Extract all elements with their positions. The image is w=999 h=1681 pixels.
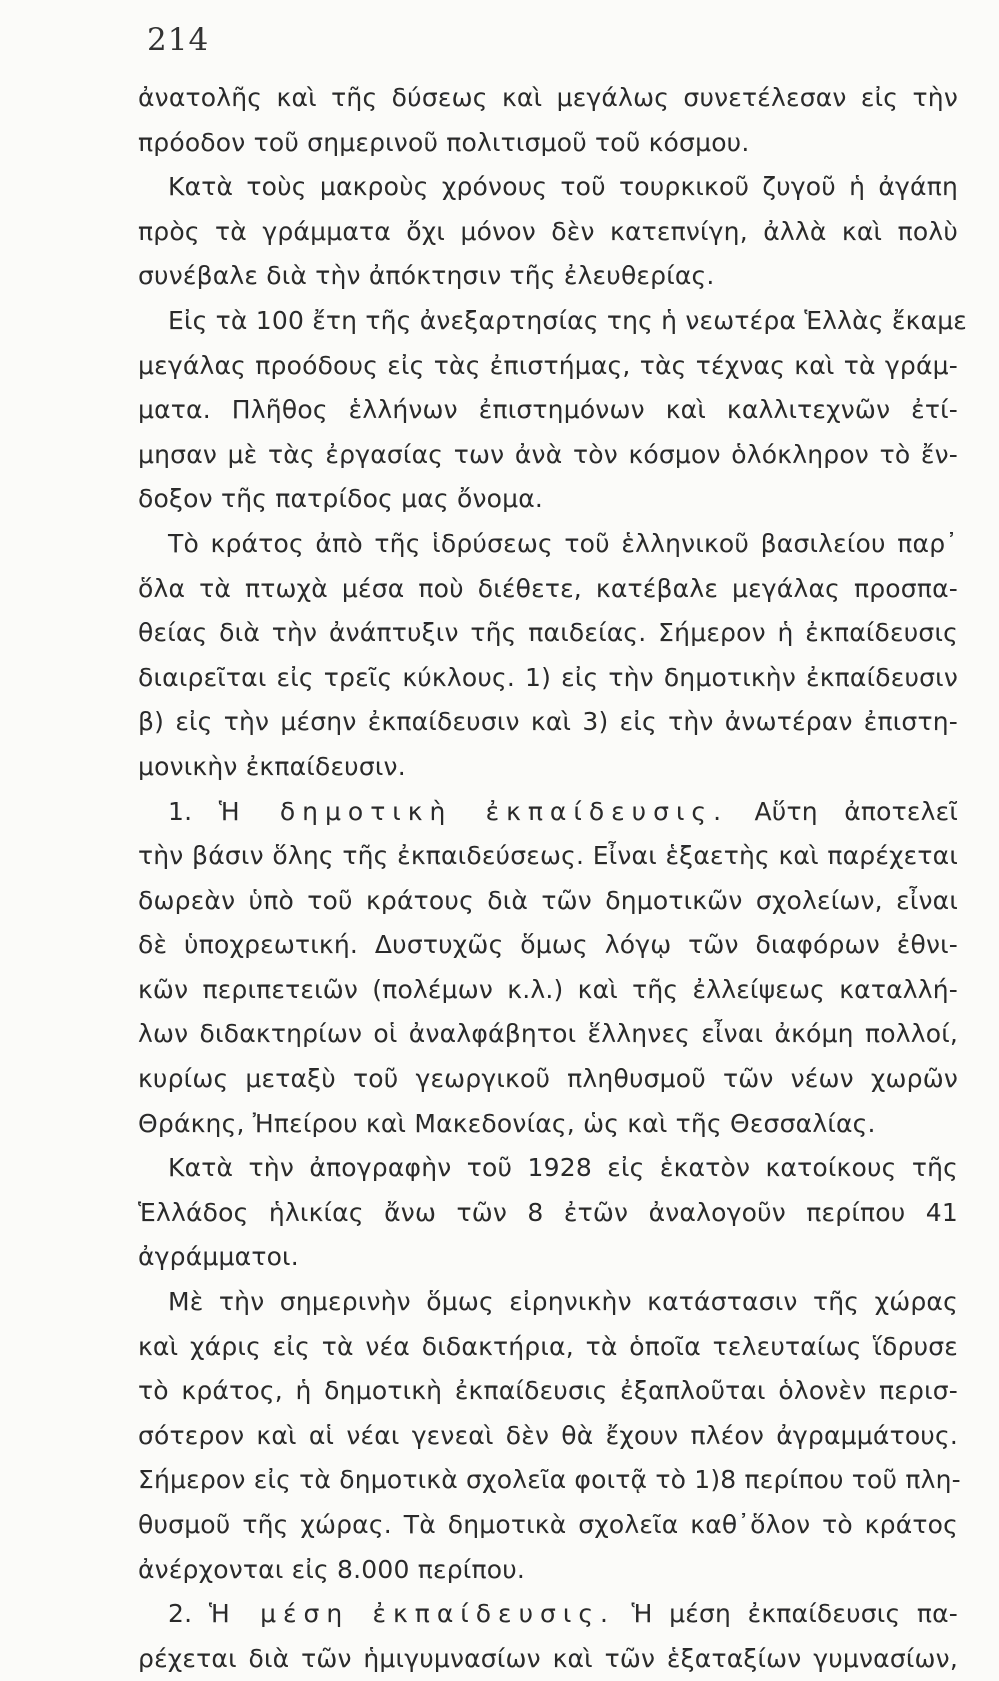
text-line: Μὲ τὴν σημερινὴν ὅμως εἰρηνικὴν κατάστασιν τῆς χώρας [168, 1287, 958, 1317]
text-line: δὲ ὑποχρεωτική. Δυστυχῶς ὅμως λόγῳ τῶν διαφόρων ἐθνι- [138, 930, 958, 960]
text-line: πρόοδον τοῦ σημερινοῦ πολιτισμοῦ τοῦ κόσμου. [138, 127, 750, 157]
section-heading-1 [138, 790, 958, 835]
text-line: τὸ κράτος, ἡ δημοτικὴ ἐκπαίδευσις ἐξαπλοῦται ὁλονὲν περισ- [138, 1376, 958, 1406]
text-line: Θράκης, Ἠπείρου καὶ Μακεδονίας, ὡς καὶ τῆς Θεσσαλίας. [138, 1108, 876, 1138]
text-line: θυσμοῦ τῆς χώρας. Τὰ δημοτικὰ σχολεῖα καθ᾽ὅλον τὸ κράτος [138, 1510, 958, 1539]
text-line: μησαν μὲ τὰς ἐργασίας των ἀνὰ τὸν κόσμον ὁλόκληρον τὸ ἔν- [138, 439, 958, 469]
body-text [138, 76, 968, 1681]
text-line: κυρίως μεταξὺ τοῦ γεωργικοῦ πληθυσμοῦ τῶν νέων χωρῶν [138, 1064, 958, 1094]
text-line: β) εἰς τὴν μέσην ἐκπαίδευσιν καὶ 3) εἰς τὴν ἀνωτέραν ἐπιστη- [138, 707, 958, 737]
text-line: σότερον καὶ αἱ νέαι γενεαὶ δὲν θὰ ἔχουν πλέον ἀγραμμάτους. [138, 1420, 958, 1450]
text-line: μεγάλας προόδους εἰς τὰς ἐπιστήμας, τὰς τέχνας καὶ τὰ γράμ- [138, 350, 958, 380]
section-text: Αὕτη ἀποτελεῖ [754, 796, 958, 826]
text-line: Εἰς τὰ 100 ἔτη τῆς ἀνεξαρτησίας της ἡ νεωτέρα Ἑλλὰς ἔκαμε [168, 305, 968, 335]
text-line: κῶν περιπετειῶν (πολέμων κ.λ.) καὶ τῆς ἐλλείψεως καταλλή- [138, 974, 958, 1004]
text-line: θείας διὰ τὴν ἀνάπτυξιν τῆς παιδείας. Σήμερον ἡ ἐκπαίδευσις [138, 618, 958, 648]
text-line: ἀνέρχονται εἰς 8.000 περίπου. [138, 1554, 526, 1584]
page-number: 214 [147, 22, 210, 58]
text-line: δωρεὰν ὑπὸ τοῦ κράτους διὰ τῶν δημοτικῶν σχολείων, εἶναι [138, 885, 958, 915]
text-line: λων διδακτηρίων οἱ ἀναλφάβητοι ἕλληνες εἶναι ἀκόμη πολλοί, [138, 1019, 958, 1049]
text-line: ὅλα τὰ πτωχὰ μέσα ποὺ διέθετε, κατέβαλε μεγάλας προσπα- [138, 573, 958, 603]
section-number: 1. [168, 796, 193, 826]
text-line: ματα. Πλῆθος ἑλλήνων ἐπιστημόνων καὶ καλλιτεχνῶν ἐτί- [138, 395, 958, 425]
text-line: ρέχεται διὰ τῶν ἡμιγυμνασίων καὶ τῶν ἑξαταξίων γυμνασίων, [138, 1643, 958, 1673]
text-line: Τὸ κράτος ἀπὸ τῆς ἱδρύσεως τοῦ ἑλληνικοῦ βασιλείου παρ᾽ [168, 528, 958, 558]
text-line: Κατὰ τοὺς μακροὺς χρόνους τοῦ τουρκικοῦ ζυγοῦ ἡ ἀγάπη [168, 172, 958, 202]
text-line: μονικὴν ἐκπαίδευσιν. [138, 751, 406, 781]
section-title: Ἡ δημοτικὴ ἐκπαίδευσις. [218, 796, 729, 826]
section-number: 2. [168, 1599, 193, 1629]
text-line: πρὸς τὰ γράμματα ὄχι μόνον δὲν κατεπνίγη, ἀλλὰ καὶ πολὺ [138, 216, 958, 246]
text-line: ἀγράμματοι. [138, 1242, 299, 1272]
section-title: Ἡ μέση ἐκπαίδευσις. [208, 1599, 615, 1629]
section-text: Ἡ μέση ἐκπαίδευσις πα- [631, 1599, 959, 1629]
text-line: τὴν βάσιν ὅλης τῆς ἐκπαιδεύσεως. Εἶναι ἑξαετὴς καὶ παρέχεται [138, 841, 958, 871]
text-line: Ἑλλάδος ἡλικίας ἄνω τῶν 8 ἐτῶν ἀναλογοῦν περίπου 41 [138, 1197, 958, 1227]
text-line: δοξον τῆς πατρίδος μας ὄνομα. [138, 484, 544, 514]
text-line: Σήμερον εἰς τὰ δημοτικὰ σχολεῖα φοιτᾷ τὸ 1)8 περίπου τοῦ πλη- [138, 1465, 961, 1495]
text-line: καὶ χάρις εἰς τὰ νέα διδακτήρια, τὰ ὁποῖα τελευταίως ἵδρυσε [138, 1331, 958, 1361]
text-line: ἀνατολῆς καὶ τῆς δύσεως καὶ μεγάλως συνετέλεσαν εἰς τὴν [138, 83, 958, 112]
section-heading-2 [138, 1592, 958, 1637]
text-line: Κατὰ τὴν ἀπογραφὴν τοῦ 1928 εἰς ἑκατὸν κατοίκους τῆς [168, 1153, 958, 1183]
text-line: διαιρεῖται εἰς τρεῖς κύκλους. 1) εἰς τὴν δημοτικὴν ἐκπαίδευσιν [138, 662, 958, 692]
text-line: συνέβαλε διὰ τὴν ἀπόκτησιν τῆς ἐλευθερίας. [138, 261, 715, 291]
